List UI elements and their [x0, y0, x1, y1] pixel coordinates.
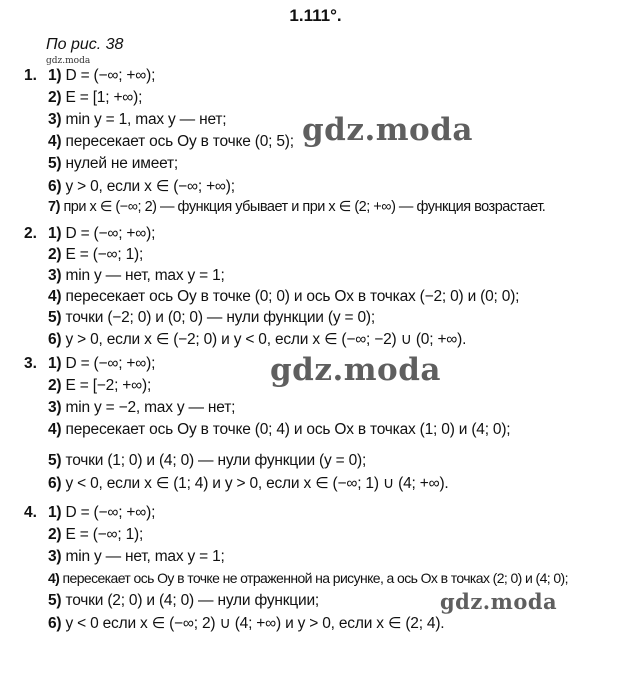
- item-number: 6): [48, 615, 62, 632]
- item-text: точки (1; 0) и (4; 0) — нули функции (y = 0);: [65, 452, 367, 469]
- section-2-number: 2.: [24, 225, 37, 242]
- section-3-item-3: [48, 399, 235, 417]
- section-1-item-5: [48, 155, 178, 173]
- item-number: 2): [48, 377, 62, 394]
- item-number: 5): [48, 309, 62, 326]
- item-text: нулей не имеет;: [65, 155, 179, 172]
- section-2-item-2: [48, 246, 143, 264]
- section-4-number: 4.: [24, 504, 37, 521]
- item-number: 5): [48, 155, 62, 172]
- item-number: 1): [48, 355, 62, 372]
- watermark: gdz.moda: [440, 589, 558, 614]
- item-number: 4): [48, 133, 62, 150]
- item-text: пересекает ось Oy в точке (0; 5);: [65, 133, 294, 150]
- section-1-item-1: [48, 67, 155, 85]
- item-text: D = (−∞; +∞);: [65, 504, 156, 521]
- item-number: 6): [48, 178, 62, 195]
- item-number: 1): [48, 504, 62, 521]
- item-number: 4): [48, 421, 62, 438]
- figure-reference: По рис. 38: [46, 36, 124, 53]
- item-number: 2): [48, 246, 62, 263]
- exercise-title: 1.111°.: [289, 6, 342, 25]
- item-number: 6): [48, 331, 62, 348]
- item-text: E = [1; +∞);: [65, 89, 143, 106]
- section-2-item-3: [48, 267, 225, 285]
- section-4-item-2: [48, 526, 143, 544]
- item-text: D = (−∞; +∞);: [65, 67, 156, 84]
- section-3-item-6: [48, 474, 449, 493]
- item-number: 4): [48, 570, 60, 586]
- section-1-item-2: [48, 89, 142, 107]
- item-text: пересекает ось Oy в точке не отраженной на рисунке, а ось Ox в точках (2; 0) и (4; 0);: [62, 570, 568, 586]
- section-4-item-6: [48, 614, 444, 633]
- item-text: точки (2; 0) и (4; 0) — нули функции;: [65, 592, 320, 609]
- item-number: 3): [48, 399, 62, 416]
- section-4-item-3: [48, 548, 225, 566]
- section-3-item-2: [48, 377, 151, 395]
- section-3-number: 3.: [24, 355, 37, 372]
- section-1-item-7: [48, 199, 545, 215]
- section-2-item-1: [48, 225, 155, 243]
- item-text: D = (−∞; +∞);: [65, 225, 156, 242]
- item-text: y > 0, если x ∈ (−2; 0) и y < 0, если x ∈ (−∞; −2) ∪ (0; +∞).: [65, 331, 467, 348]
- item-text: y < 0 если x ∈ (−∞; 2) ∪ (4; +∞) и y > 0, если x ∈ (2; 4).: [65, 615, 445, 632]
- section-4-item-1: [48, 504, 155, 522]
- item-number: 1): [48, 225, 62, 242]
- section-1-item-3: [48, 111, 226, 129]
- item-text: E = [−2; +∞);: [65, 377, 152, 394]
- item-text: E = (−∞; 1);: [65, 526, 144, 543]
- section-2-item-6: [48, 330, 466, 349]
- section-4-item-4: [48, 570, 568, 586]
- item-text: при x ∈ (−∞; 2) — функция убывает и при x ∈ (2; +∞) — функция возрастает.: [63, 199, 546, 215]
- watermark: gdz.moda: [270, 352, 441, 388]
- item-text: y < 0, если x ∈ (1; 4) и y > 0, если x ∈ (−∞; 1) ∪ (4; +∞).: [65, 475, 449, 492]
- section-3-item-5: [48, 452, 366, 470]
- item-text: E = (−∞; 1);: [65, 246, 144, 263]
- item-number: 5): [48, 592, 62, 609]
- section-3-item-1: [48, 355, 155, 373]
- section-2-item-5: [48, 309, 375, 327]
- item-text: min y = −2, max y — нет;: [65, 399, 236, 416]
- item-text: пересекает ось Oy в точке (0; 0) и ось Ox в точках (−2; 0) и (0; 0);: [65, 288, 520, 305]
- item-number: 3): [48, 111, 62, 128]
- item-text: y > 0, если x ∈ (−∞; +∞);: [65, 178, 235, 195]
- section-2-item-4: [48, 288, 519, 306]
- item-text: min y — нет, max y = 1;: [65, 267, 225, 284]
- item-number: 3): [48, 267, 62, 284]
- item-number: 1): [48, 67, 62, 84]
- item-text: точки (−2; 0) и (0; 0) — нули функции (y = 0);: [65, 309, 375, 326]
- section-3-item-4: [48, 421, 510, 439]
- item-text: D = (−∞; +∞);: [65, 355, 156, 372]
- item-number: 5): [48, 452, 62, 469]
- section-4-item-5: [48, 592, 319, 610]
- item-number: 4): [48, 288, 62, 305]
- item-number: 2): [48, 89, 62, 106]
- watermark-small: gdz.moda: [46, 56, 91, 66]
- item-text: min y — нет, max y = 1;: [65, 548, 225, 565]
- item-number: 7): [48, 199, 60, 215]
- section-1-number: 1.: [24, 67, 37, 84]
- item-text: min y = 1, max y — нет;: [65, 111, 227, 128]
- item-number: 6): [48, 475, 62, 492]
- watermark: gdz.moda: [302, 112, 473, 148]
- item-number: 3): [48, 548, 62, 565]
- item-number: 2): [48, 526, 62, 543]
- item-text: пересекает ось Oy в точке (0; 4) и ось Ox в точках (1; 0) и (4; 0);: [65, 421, 511, 438]
- section-1-item-6: [48, 177, 235, 196]
- section-1-item-4: [48, 133, 294, 151]
